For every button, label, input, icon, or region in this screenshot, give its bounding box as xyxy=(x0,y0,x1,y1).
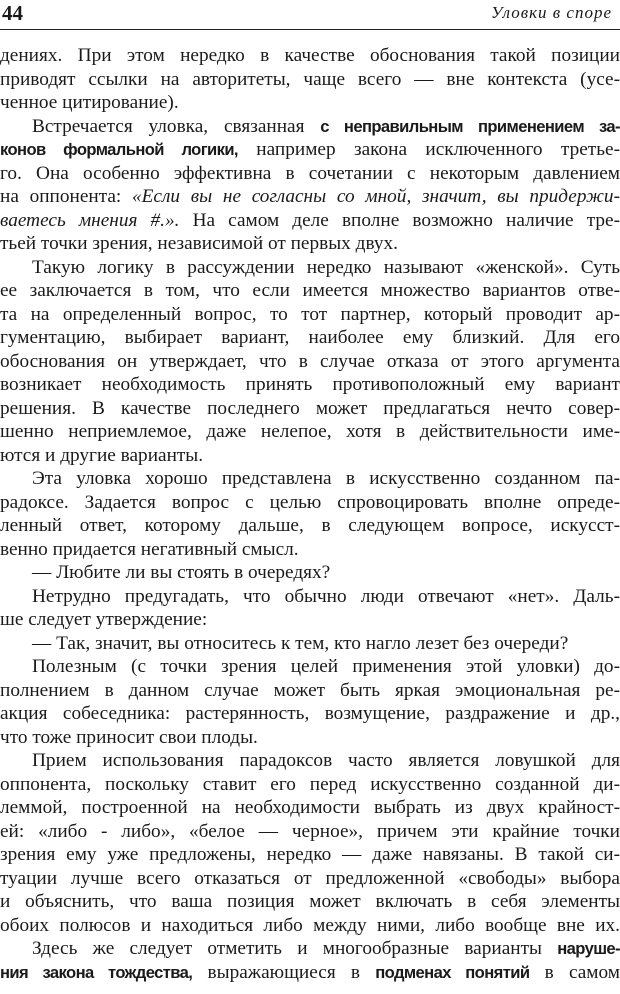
header-rule xyxy=(0,29,620,30)
text-line: Нетрудно предугадать, что обычно люди отвечают «нет». Даль- xyxy=(32,585,620,607)
text-line: ются и другие варианты. xyxy=(0,444,204,466)
text-line: зрения ему уже предложены, нередко — даже навязаны. В такой си- xyxy=(0,844,620,865)
bold-term: наруше- xyxy=(557,939,620,958)
text-line: возникает необходимость принять противоположный ему вариант xyxy=(0,374,620,395)
text-line: го. Она особенно эффективна в сочетании с некоторым давлением xyxy=(0,162,620,184)
text-line: ей: «либо - либо», «белое — черное», причем эти крайние точки xyxy=(0,820,620,842)
text-span: на оппонента: xyxy=(0,186,132,207)
text-line: ленный ответ, которому дальше, в следующем вопросе, искусст- xyxy=(0,515,620,536)
text-line: Такую логику в рассуждении нередко называют «женской». Суть xyxy=(32,256,620,278)
text-line xyxy=(0,961,620,985)
text-line: та на определенный вопрос, то тот партнер, который проводит ар- xyxy=(0,303,620,325)
text-line: Прием использования парадоксов часто является ловушкой для xyxy=(32,750,620,771)
text-line xyxy=(0,185,620,209)
text-line xyxy=(0,209,620,233)
text-line: приводят ссылки на авторитеты, чаще всего — вне контекста (усе- xyxy=(0,68,620,90)
page-number: 44 xyxy=(2,1,23,25)
text-span: выражающиеся в xyxy=(192,961,376,983)
text-line xyxy=(0,138,620,162)
text-line: акция собеседника: растерянность, возмущение, раздражение и др., xyxy=(0,703,620,724)
text-line: обоснования он утверждает, что в случае отказа от этого аргумента xyxy=(0,350,620,372)
text-span: Здесь же следует отметить и многообразные варианты xyxy=(32,938,558,959)
text-span: например закона исключенного третье- xyxy=(237,139,620,160)
dialogue-line: — Так, значит, вы относитесь к тем, кто нагло лезет без очереди? xyxy=(32,632,569,654)
text-span: Встречается уловка, связанная xyxy=(32,115,321,137)
text-line: полнением в данном случае может быть яркая эмоциональная ре- xyxy=(0,679,620,701)
bold-term: ния закона тождества, xyxy=(0,962,193,982)
text-span: в самом xyxy=(529,961,620,983)
text-line: туации лучше всего отказаться от предложенной «свободы» выбора xyxy=(0,867,620,889)
bold-term: подменах понятий xyxy=(375,962,530,982)
text-line: гументацию, выбирает вариант, наиболее ему близкий. Для его xyxy=(0,327,620,348)
text-line xyxy=(0,115,620,139)
text-line: ее заключается в том, что если имеется множество вариантов отве- xyxy=(0,280,620,301)
text-line: ше следует утверждение: xyxy=(0,609,208,630)
page-body xyxy=(0,44,620,984)
bold-term: с неправильным применением за- xyxy=(320,116,620,136)
text-line: решения. В качестве последнего может предлагаться нечто совер- xyxy=(0,397,620,419)
italic-quote: ваетесь мнения #.». xyxy=(0,209,180,231)
text-line: ченное цитирование). xyxy=(0,92,179,113)
text-line: оппонента, поскольку ставит его перед искусственно созданной ди- xyxy=(0,773,620,795)
text-line: радоксе. Задается вопрос с целью спровоцировать вполне опреде- xyxy=(0,491,620,513)
text-line: и объяснить, что ваша позиция может включать в себя элементы xyxy=(0,891,620,912)
page-header xyxy=(0,0,620,30)
text-line: что тоже приносит свои плоды. xyxy=(0,726,258,748)
text-line: шенно неприемлемое, даже нелепое, хотя в действительности име- xyxy=(0,421,620,442)
text-line xyxy=(0,937,620,961)
text-line: дениях. При этом нередко в качестве обоснования такой позиции xyxy=(0,45,620,66)
text-span: На самом деле вполне возможно наличие тре- xyxy=(179,209,620,231)
text-line: тьей точки зрения, независимой от первых двух. xyxy=(0,233,398,254)
bold-term: конов формальной логики, xyxy=(0,140,238,159)
text-line: леммой, построенной на необходимости выбрать из двух крайност- xyxy=(0,797,620,818)
text-line: Полезным (с точки зрения целей применения этой уловки) до- xyxy=(32,656,620,677)
text-line: обоих полюсов и находиться либо между ними, либо вообще вне их. xyxy=(0,914,620,936)
running-title: Уловки в споре xyxy=(490,3,612,22)
italic-quote: «Если вы не согласны со мной, значит, вы придержи- xyxy=(132,186,620,207)
text-line: Эта уловка хорошо представлена в искусственно созданном па- xyxy=(32,468,620,489)
text-line: венно придается негативный смысл. xyxy=(0,538,299,560)
dialogue-line: — Любите ли вы стоять в очередях? xyxy=(32,562,331,583)
